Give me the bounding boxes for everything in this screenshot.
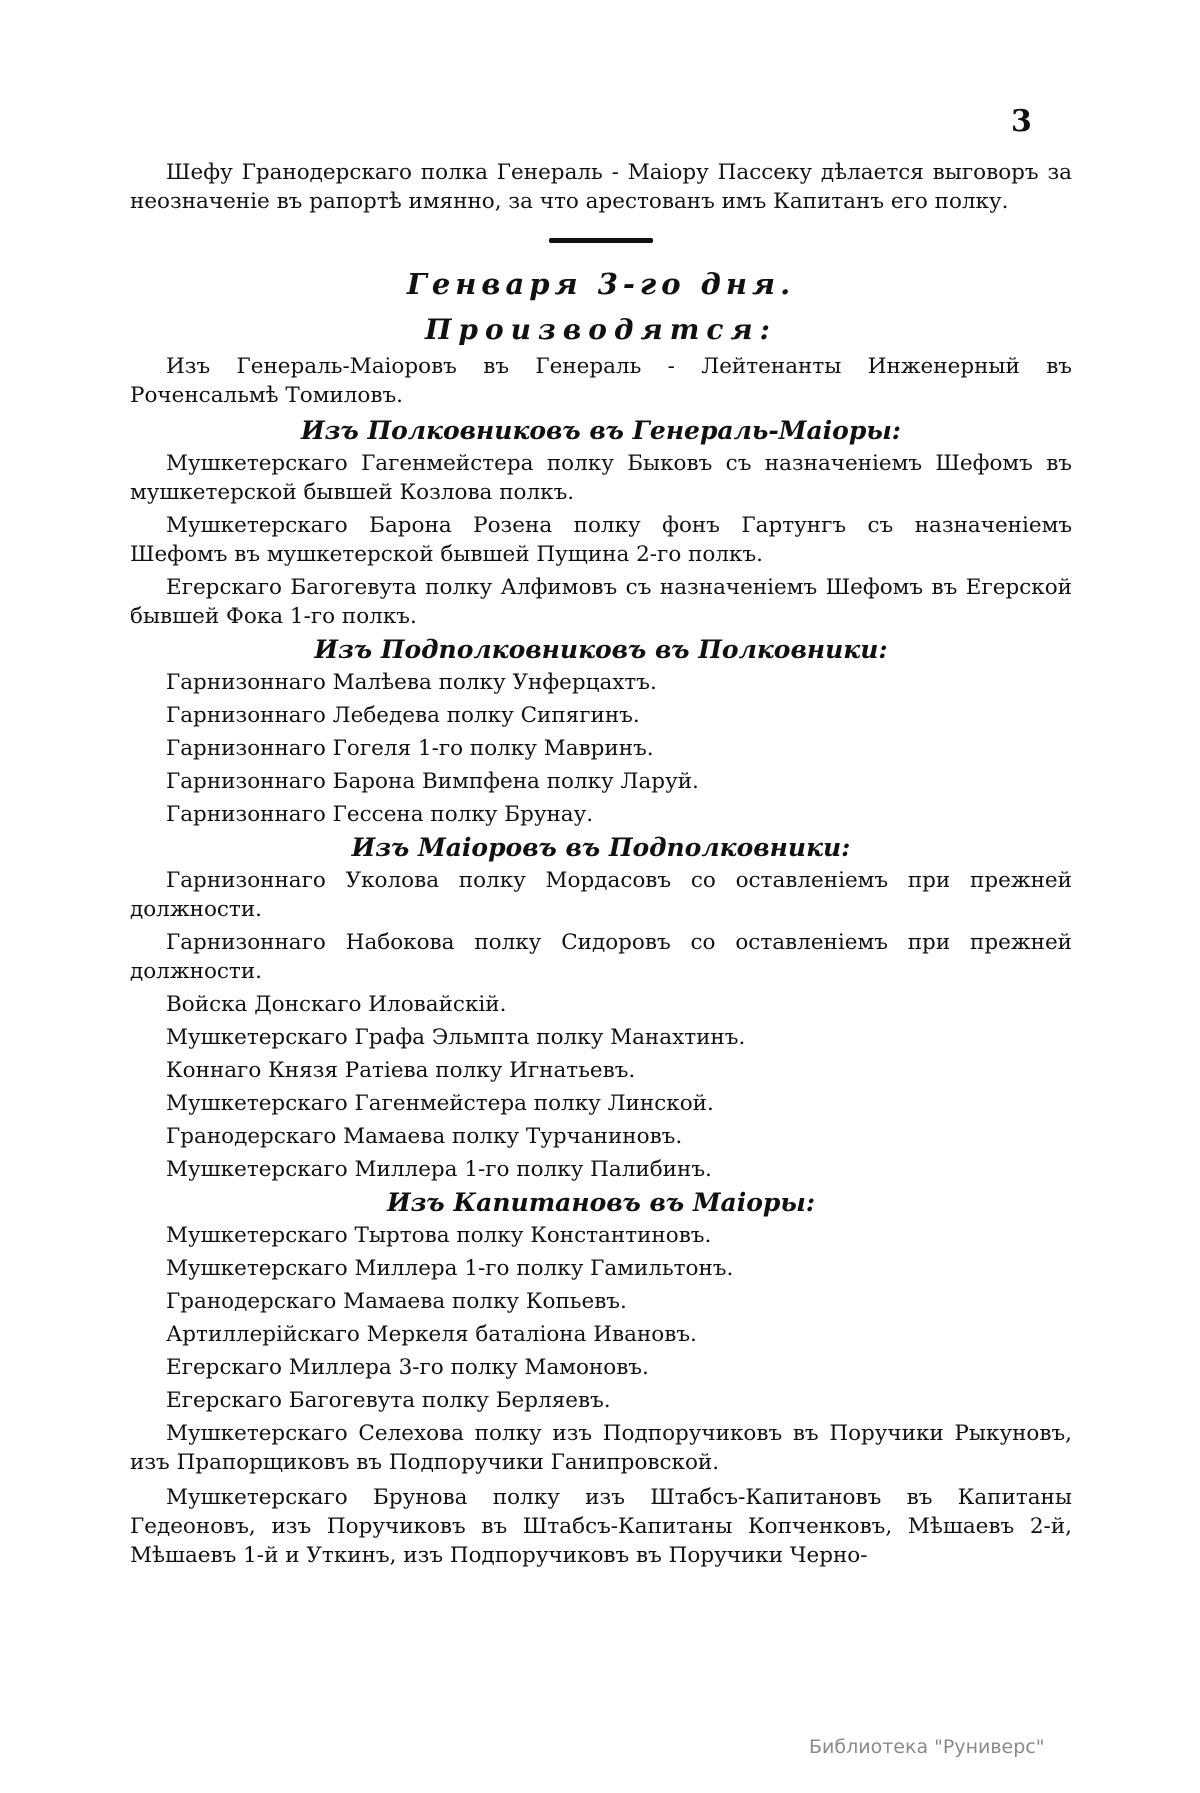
- page-body: [130, 158, 1072, 1576]
- list-item: Артиллерійскаго Меркеля баталіона Ивановъ.: [166, 1322, 697, 1347]
- list-item: Гарнизоннаго Малѣева полку Унферцахтъ.: [166, 670, 657, 695]
- list-item: Мушкетерскаго Гагенмейстера полку Линской.: [166, 1091, 714, 1116]
- list-item: Гранодерскаго Мамаева полку Копьевъ.: [166, 1289, 627, 1314]
- closing-paragraph: Мушкетерскаго Брунова полку изъ Штабсъ-Капитановъ въ Капитаны Гедеоновъ, изъ Поручиковъ въ Штабсъ-Капитаны Копченковъ, Мѣшаевъ 2-й, Мѣшаевъ 1-й и Уткинъ, изъ Подпоручиковъ въ Поручики Черно-: [130, 1485, 1072, 1568]
- subheading-captains-to-majors: Изъ Капитановъ въ Маіоры:: [386, 1188, 816, 1217]
- list-item: Гарнизоннаго Гогеля 1-го полку Мавринъ.: [166, 736, 654, 761]
- library-watermark: Библиотека "Руниверс": [809, 1736, 1045, 1758]
- list-item: Коннаго Князя Ратіева полку Игнатьевъ.: [166, 1058, 636, 1083]
- list-item: Мушкетерскаго Миллера 1-го полку Гамильтонъ.: [166, 1256, 734, 1281]
- list-item: Войска Донскаго Иловайскій.: [166, 992, 507, 1017]
- date-heading: Генваря 3-го дня.: [406, 267, 796, 301]
- section-heading: Производятся:: [424, 313, 778, 346]
- list-item: Гранодерскаго Мамаева полку Турчаниновъ.: [166, 1124, 683, 1149]
- list-item: Мушкетерскаго Барона Розена полку фонъ Гартунгъ съ назначеніемъ Шефомъ въ мушкетерской бывшей Пущина 2-го полкъ.: [130, 513, 1072, 567]
- list-item: Гарнизоннаго Лебедева полку Сипягинъ.: [166, 703, 640, 728]
- page-number: 3: [1011, 104, 1032, 139]
- subheading-lt-colonels-to-colonels: Изъ Подполковниковъ въ Полковники:: [314, 635, 888, 664]
- subheading-colonels-to-generals: Изъ Полковниковъ въ Генераль-Маіоры:: [301, 416, 901, 445]
- list-item: Егерскаго Багогевута полку Берляевъ.: [166, 1388, 611, 1413]
- intro-paragraph: Шефу Гранодерскаго полка Генераль - Маіору Пассеку дѣлается выговоръ за неозначеніе въ рапортѣ имянно, за что арестованъ имъ Капитанъ его полку.: [130, 160, 1072, 214]
- list-item: Гарнизоннаго Барона Вимпфена полку Ларуй.: [166, 769, 699, 794]
- general-major-promotion: Изъ Генераль-Маіоровъ въ Генераль - Лейтенанты Инженерный въ Роченсальмѣ Томиловъ.: [130, 354, 1072, 408]
- list-item: Мушкетерскаго Тыртова полку Константиновъ.: [166, 1223, 712, 1248]
- list-item: Гарнизоннаго Гессена полку Брунау.: [166, 802, 594, 827]
- list-item: Егерскаго Багогевута полку Алфимовъ съ назначеніемъ Шефомъ въ Егерской бывшей Фока 1-го полкъ.: [130, 575, 1072, 629]
- closing-paragraph: Мушкетерскаго Селехова полку изъ Подпоручиковъ въ Поручики Рыкуновъ, изъ Прапорщиковъ въ Подпоручики Ганипровской.: [130, 1421, 1072, 1475]
- section-divider: [549, 238, 653, 243]
- list-item: Мушкетерскаго Гагенмейстера полку Быковъ съ назначеніемъ Шефомъ въ мушкетерской бывшей Козлова полкъ.: [130, 451, 1072, 505]
- list-item: Гарнизоннаго Набокова полку Сидоровъ со оставленіемъ при прежней должности.: [130, 930, 1072, 984]
- list-item: Мушкетерскаго Миллера 1-го полку Палибинъ.: [166, 1157, 712, 1182]
- list-item: Мушкетерскаго Графа Эльмпта полку Манахтинъ.: [166, 1025, 746, 1050]
- list-item: Гарнизоннаго Уколова полку Мордасовъ со оставленіемъ при прежней должности.: [130, 868, 1072, 922]
- list-item: Егерскаго Миллера 3-го полку Мамоновъ.: [166, 1355, 649, 1380]
- subheading-majors-to-lt-colonels: Изъ Маіоровъ въ Подполковники:: [351, 833, 851, 862]
